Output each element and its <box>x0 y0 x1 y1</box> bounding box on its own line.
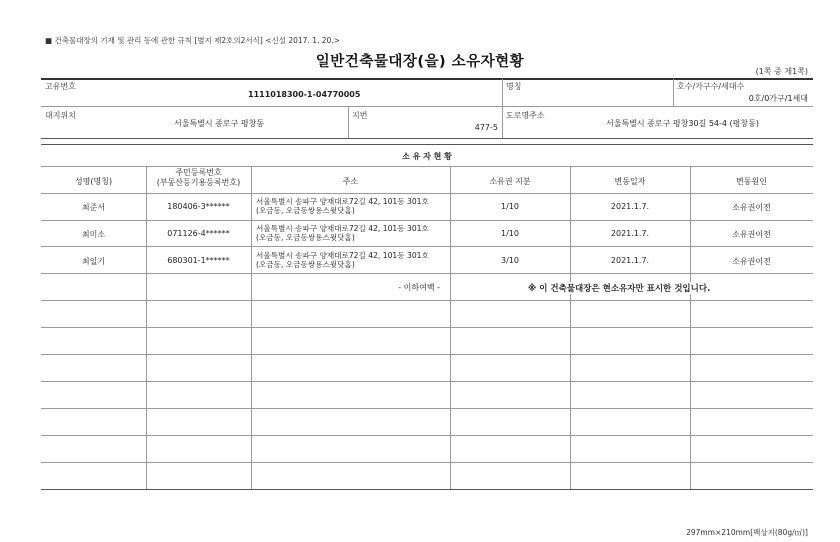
site-location-value: 서울특별시 종로구 평창동 <box>174 119 265 128</box>
road-address-value: 서울특별시 종로구 평창30길 54-4 (평창동) <box>606 119 759 128</box>
site-location-label: 대지위치 <box>45 111 76 120</box>
col-header-name: 성명(명칭) <box>74 177 113 186</box>
info-vline-1 <box>502 79 503 138</box>
table-bottom-border <box>41 489 813 490</box>
building-name-label: 명칭 <box>506 82 522 91</box>
owner-reg-no: 071126-4****** <box>167 229 230 238</box>
units-value: 0호/0가구/1세대 <box>748 94 808 103</box>
owners-section-title: 소 유 자 현 황 <box>402 152 452 161</box>
owner-address-line1: 서울특별시 송파구 양재대로72길 42, 101동 301호 <box>256 251 429 260</box>
col-divider-5 <box>690 167 691 490</box>
row-line-0 <box>41 193 813 194</box>
info-vline-2 <box>673 79 674 106</box>
owner-reg-no: 180406-3****** <box>167 202 230 211</box>
units-label: 호수/가구수/세대수 <box>677 82 745 91</box>
info-divider <box>41 106 813 107</box>
col-divider-1 <box>146 167 147 490</box>
info-bottom-border <box>41 138 813 139</box>
owner-name: 최일기 <box>81 257 106 266</box>
row-line-8 <box>41 408 813 409</box>
owner-change-date: 2021.1.7. <box>610 202 650 211</box>
row-line-2 <box>41 246 813 247</box>
col-divider-3 <box>450 167 451 490</box>
owner-address <box>256 224 429 242</box>
owner-address <box>256 251 429 269</box>
top-border <box>41 78 813 80</box>
owner-change-reason: 소유권이전 <box>732 257 771 266</box>
owner-change-date: 2021.1.7. <box>610 256 650 265</box>
owner-notice: ※ 이 건축물대장은 현소유자만 표시한 것입니다. <box>528 284 711 294</box>
row-line-7 <box>41 381 813 382</box>
owner-change-date: 2021.1.7. <box>610 229 650 238</box>
owner-address-line2: (오금동, 오금동쌍용스윗닷홈) <box>256 233 355 242</box>
owner-name: 최미소 <box>81 230 106 239</box>
col-header-address: 주소 <box>342 177 359 186</box>
col-header-date: 변동일자 <box>614 177 646 186</box>
owner-address-line1: 서울특별시 송파구 양재대로72길 42, 101동 301호 <box>256 197 429 206</box>
row-line-3 <box>41 273 813 274</box>
owner-change-reason: 소유권이전 <box>732 203 771 212</box>
legal-reference: ■ 건축물대장의 기재 및 관리 등에 관한 규칙 [별지 제2호의2서식] <신설 2017. 1. 20.> <box>45 36 340 45</box>
road-address-label: 도로명주소 <box>506 111 545 120</box>
row-line-5 <box>41 327 813 328</box>
end-marker-text: - 이하여백 - <box>398 283 440 292</box>
owner-name: 최준서 <box>81 203 106 212</box>
end-marker <box>251 282 450 293</box>
paper-spec: 297mm×210mm[백상지(80g/㎡)] <box>686 528 808 537</box>
owners-top-border <box>41 144 813 145</box>
lot-number-value: 477-5 <box>474 123 498 132</box>
owner-address-line2: (오금동, 오금동쌍용스윗닷홈) <box>256 260 355 269</box>
page-number: (1쪽 중 제1쪽) <box>755 67 808 76</box>
col-divider-4 <box>570 167 571 490</box>
row-line-4 <box>41 300 813 301</box>
info-vline-3 <box>348 107 349 138</box>
owners-title-divider <box>41 166 813 167</box>
row-line-1 <box>41 220 813 221</box>
col-header-reg-no-line2: (부동산등기용등록번호) <box>156 178 241 187</box>
owner-share: 3/10 <box>501 256 519 265</box>
col-header-share: 소유권 지분 <box>489 177 531 186</box>
page-title: 일반건축물대장(을) 소유자현황 <box>315 54 525 70</box>
owner-share: 1/10 <box>501 202 519 211</box>
owner-share: 1/10 <box>501 229 519 238</box>
owner-change-reason: 소유권이전 <box>732 230 771 239</box>
col-header-reg-no-line1: 주민등록번호 <box>175 168 222 177</box>
row-line-10 <box>41 462 813 463</box>
unique-no-value: 1111018300-1-04770005 <box>248 90 361 99</box>
lot-number-label: 지번 <box>352 111 368 120</box>
owner-reg-no: 680301-1****** <box>167 256 230 265</box>
row-line-9 <box>41 435 813 436</box>
row-line-6 <box>41 354 813 355</box>
owner-address <box>256 197 429 215</box>
owner-address-line1: 서울특별시 송파구 양재대로72길 42, 101동 301호 <box>256 224 429 233</box>
col-header-reg-no <box>146 168 251 188</box>
col-header-reason: 변동원인 <box>736 177 767 186</box>
unique-no-label: 고유번호 <box>45 82 76 91</box>
owner-address-line2: (오금동, 오금동쌍용스윗닷홈) <box>256 206 355 215</box>
col-divider-2 <box>251 167 252 490</box>
